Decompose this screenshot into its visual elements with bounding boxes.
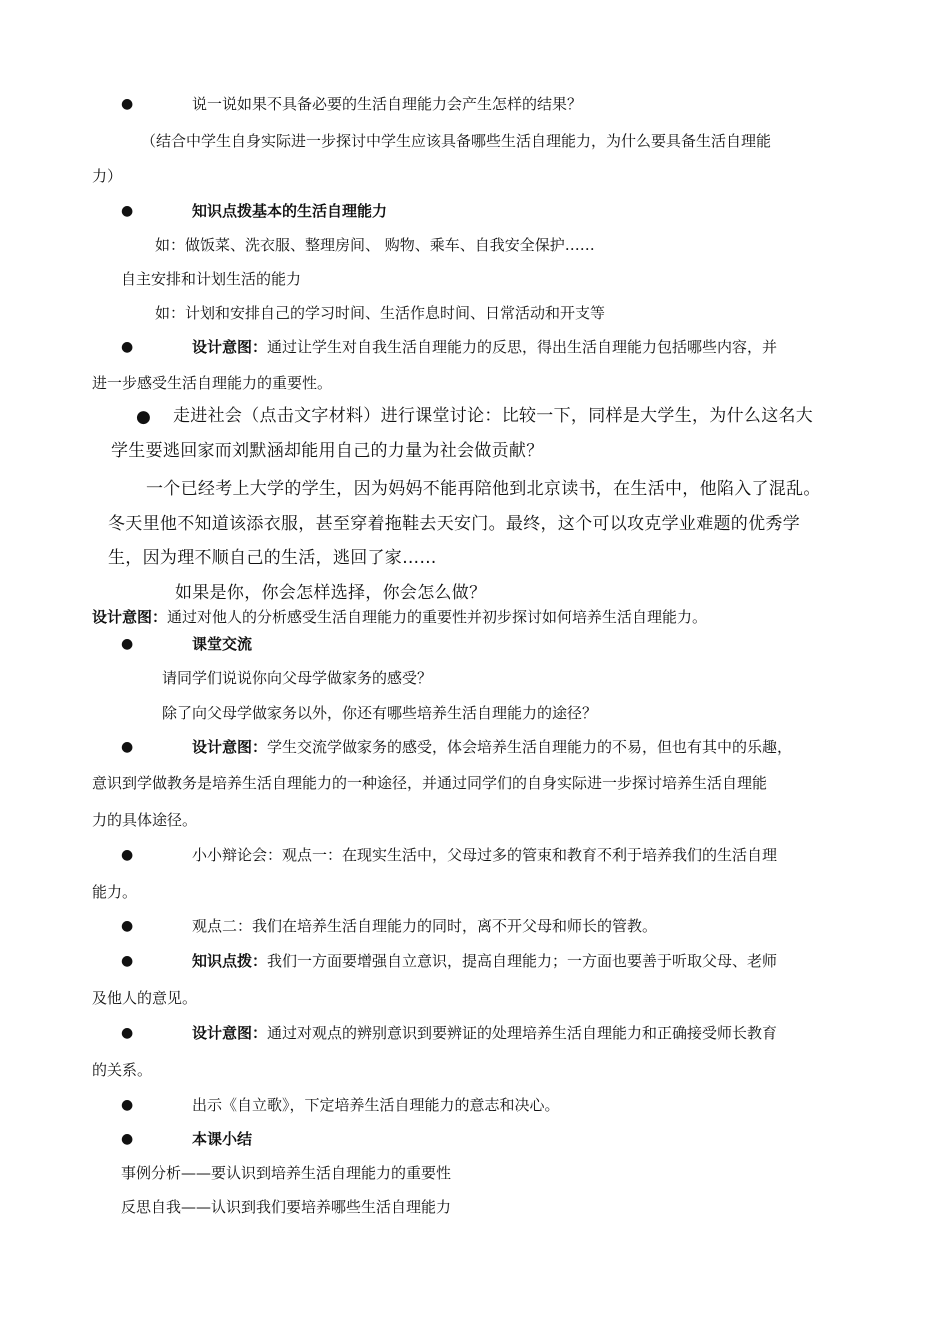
- bullet: ●: [121, 847, 134, 863]
- paragraph-line: [92, 607, 707, 627]
- design-intent-label: 设计意图：: [192, 1024, 268, 1042]
- paragraph-line: [192, 1023, 777, 1043]
- design-intent-label: 设计意图：: [192, 338, 268, 356]
- paragraph-line: 事例分析——要认识到培养生活自理能力的重要性: [121, 1164, 452, 1182]
- bullet: ●: [121, 1097, 134, 1113]
- paragraph-line: 的关系。: [92, 1061, 153, 1079]
- bullet: ●: [121, 953, 134, 969]
- paragraph-line: 进一步感受生活自理能力的重要性。: [92, 374, 333, 392]
- design-intent-text: 学生交流学做家务的感受，体会培养生活自理能力的不易，但也有其中的乐趣，: [267, 738, 793, 756]
- bullet: ●: [121, 1025, 134, 1041]
- bullet: ●: [121, 636, 134, 652]
- paragraph-line: 一个已经考上大学的学生，因为妈妈不能再陪他到北京读书，在生活中，他陷入了混乱。: [146, 479, 821, 499]
- paragraph-line: 意识到学做教务是培养生活自理能力的一种途径，并通过同学们的自身实际进一步探讨培养生活自理能: [92, 774, 768, 792]
- paragraph-line: [192, 951, 777, 971]
- bullet: ●: [136, 407, 152, 427]
- paragraph-line: 自主安排和计划生活的能力: [121, 270, 302, 288]
- bullet: ●: [121, 739, 134, 755]
- paragraph-line: 生，因为理不顺自己的生活，逃回了家……: [108, 548, 437, 568]
- paragraph-line: [192, 737, 792, 757]
- knowledge-tip-label: 知识点拨：: [192, 952, 268, 970]
- paragraph-line: 小小辩论会：观点一：在现实生活中，父母过多的管束和教育不利于培养我们的生活自理: [192, 846, 778, 864]
- paragraph-line: 反思自我——认识到我们要培养哪些生活自理能力: [121, 1198, 452, 1216]
- paragraph-line: 学生要逃回家而刘默涵却能用自己的力量为社会做贡献？: [111, 441, 544, 461]
- bullet: ●: [121, 96, 134, 112]
- paragraph-line: 如：计划和安排自己的学习时间、生活作息时间、日常活动和开支等: [155, 304, 606, 322]
- design-intent-text: 通过对观点的辨别意识到要辨证的处理培养生活自理能力和正确接受师长教育: [267, 1024, 778, 1042]
- paragraph-line: 能力。: [92, 883, 138, 901]
- paragraph-line: 说一说如果不具备必要的生活自理能力会产生怎样的结果？: [192, 95, 583, 113]
- bullet: ●: [121, 918, 134, 934]
- paragraph-line: 走进社会（点击文字材料）进行课堂讨论：比较一下，同样是大学生，为什么这名大: [173, 406, 814, 426]
- design-intent-text: 通过对他人的分析感受生活自理能力的重要性并初步探讨如何培养生活自理能力。: [167, 608, 708, 626]
- paragraph-line: 如：做饭菜、洗衣服、整理房间、 购物、乘车、自我安全保护……: [155, 236, 595, 254]
- paragraph-line: 除了向父母学做家务以外，你还有哪些培养生活自理能力的途径？: [162, 704, 598, 722]
- bullet: ●: [121, 1131, 134, 1147]
- paragraph-line: 出示《自立歌》，下定培养生活自理能力的意志和决心。: [192, 1096, 560, 1114]
- bullet: ●: [121, 203, 134, 219]
- paragraph-line: 及他人的意见。: [92, 989, 198, 1007]
- paragraph-line: 冬天里他不知道该添衣服，甚至穿着拖鞋去天安门。最终，这个可以攻克学业难题的优秀学: [108, 514, 800, 534]
- paragraph-line: 如果是你，你会怎样选择，你会怎么做？: [175, 583, 487, 603]
- paragraph-line: （结合中学生自身实际进一步探讨中学生应该具备哪些生活自理能力，为什么要具备生活自理能: [141, 132, 772, 150]
- bullet: ●: [121, 339, 134, 355]
- paragraph-line: 力的具体途径。: [92, 811, 198, 829]
- section-heading: 知识点拨基本的生活自理能力: [192, 202, 388, 220]
- paragraph-line: [192, 337, 777, 357]
- section-heading: 课堂交流: [192, 635, 253, 653]
- design-intent-label: 设计意图：: [192, 738, 268, 756]
- paragraph-line: 观点二：我们在培养生活自理能力的同时，离不开父母和师长的管教。: [192, 917, 658, 935]
- section-heading: 本课小结: [192, 1130, 253, 1148]
- design-intent-label: 设计意图：: [92, 608, 168, 626]
- paragraph-line: 力）: [92, 167, 123, 185]
- design-intent-text: 通过让学生对自我生活自理能力的反思，得出生活自理能力包括哪些内容，并: [267, 338, 778, 356]
- paragraph-line: 请同学们说说你向父母学做家务的感受？: [162, 669, 433, 687]
- knowledge-tip-text: 我们一方面要增强自立意识，提高自理能力；一方面也要善于听取父母、老师: [267, 952, 778, 970]
